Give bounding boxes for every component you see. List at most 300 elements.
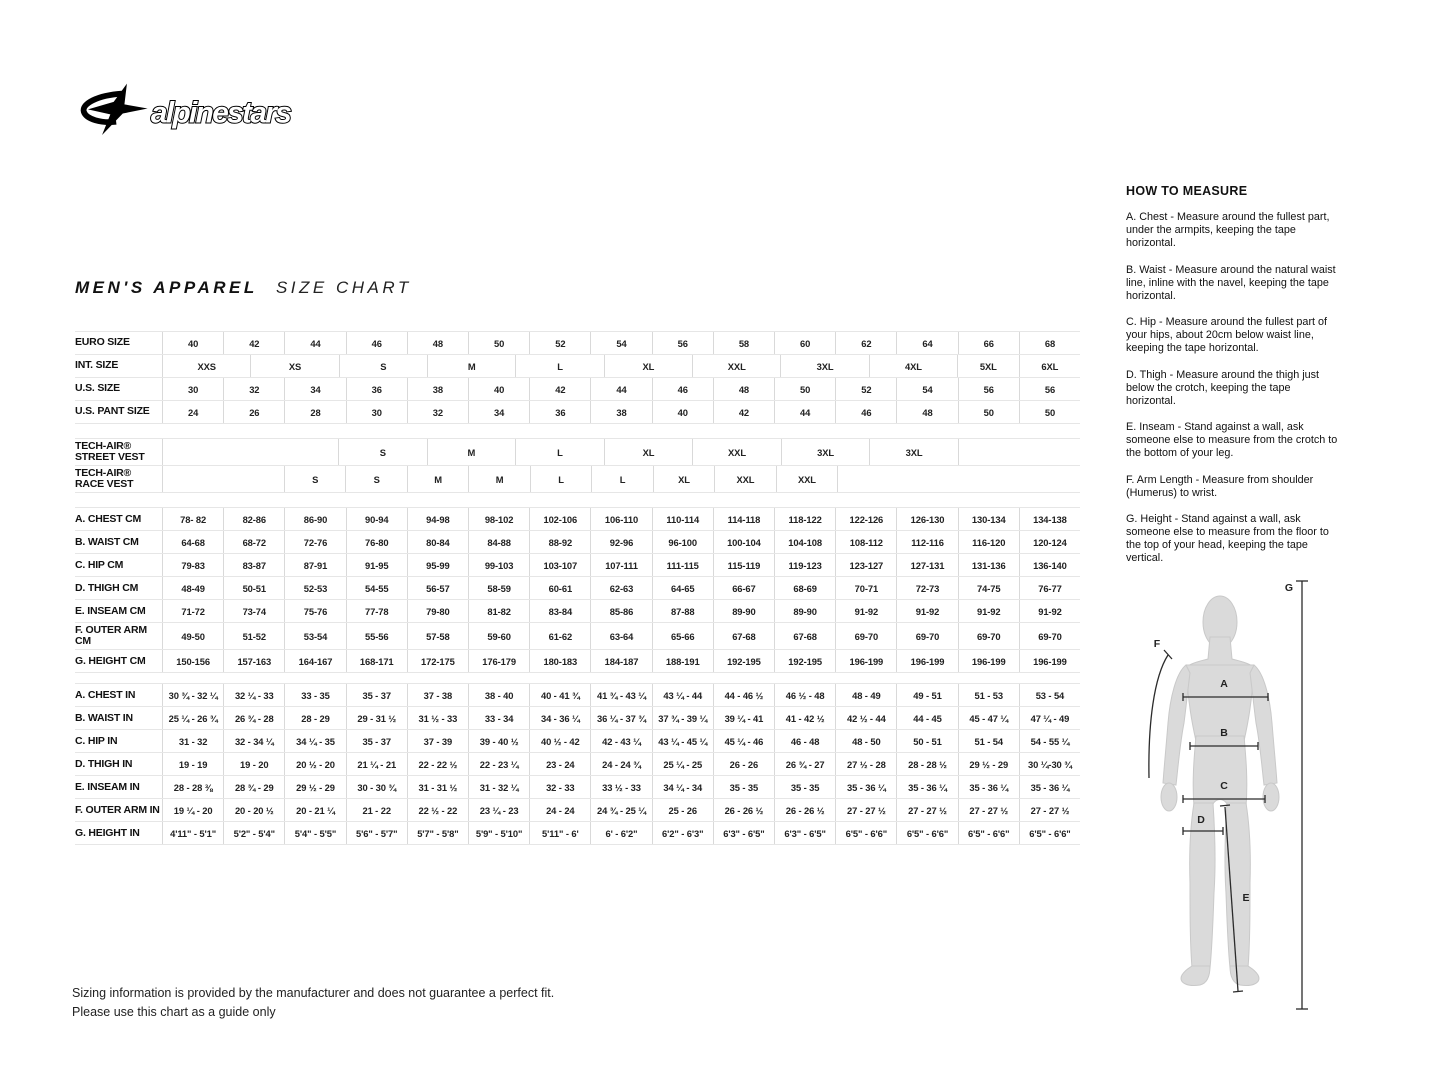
table-cell: 111-115: [653, 554, 714, 576]
table-cell: 72-73: [897, 577, 958, 599]
table-cell: 71-72: [163, 600, 224, 622]
row-label: G. HEIGHT CM: [75, 650, 163, 672]
figure-label-b: B: [1220, 727, 1228, 739]
table-cell: 112-116: [897, 531, 958, 553]
table-row: [75, 554, 1080, 577]
table-cell: 38: [408, 378, 469, 400]
table-cell: 24: [163, 401, 224, 423]
table-cell: 30 ¼-30 ¾: [1027, 758, 1072, 770]
table-cell: 196-199: [836, 650, 897, 672]
table-cell: 39 ¼ - 41: [714, 707, 775, 729]
table-cell: 6XL: [1041, 360, 1059, 372]
measure-item: F. Arm Length - Measure from shoulder (Humerus) to wrist.: [1126, 473, 1314, 499]
table-cell: 6'5" - 6'6": [959, 822, 1020, 844]
table-section-tech_air: [75, 438, 1080, 493]
row-label: U.S. PANT SIZE: [75, 401, 163, 423]
table-cell: 26 ¾ - 28: [224, 707, 285, 729]
table-cell: 25 ¼ - 25: [653, 753, 714, 775]
table-cell: S: [285, 466, 346, 492]
figure-label-f: F: [1153, 638, 1161, 650]
table-cell: 126-130: [897, 508, 958, 530]
table-cell: 95-99: [408, 554, 469, 576]
table-cell: 70-71: [836, 577, 897, 599]
table-cell: 21 - 22: [347, 799, 408, 821]
table-cell: 114-118: [714, 508, 775, 530]
table-cell: 180-183: [530, 650, 591, 672]
measure-heading: HOW TO MEASURE: [1126, 184, 1248, 198]
table-cell: 30 - 30 ¾: [347, 776, 408, 798]
table-cell: 38 - 40: [469, 684, 530, 706]
table-cell: 28: [285, 401, 346, 423]
table-cell: 6'5" - 6'6": [1029, 827, 1071, 839]
table-cell: 32: [224, 378, 285, 400]
page-title-primary: MEN'S APPAREL: [75, 278, 258, 297]
footer-line-1: Sizing information is provided by the manufacturer and does not guarantee a perfect fit.: [72, 986, 555, 1000]
table-cell: 68-69: [775, 577, 836, 599]
table-cell: XXL: [777, 466, 838, 492]
table-cell: XL: [605, 355, 693, 377]
row-label: B. WAIST IN: [75, 707, 163, 729]
table-cell: 21 ¼ - 21: [347, 753, 408, 775]
table-cell: 36: [347, 378, 408, 400]
table-cell: 51-52: [224, 623, 285, 649]
table-row: [75, 466, 1080, 493]
table-cell: 35 - 36 ¼: [959, 776, 1020, 798]
table-cell: 54-55: [347, 577, 408, 599]
table-cell: 28 - 29: [285, 707, 346, 729]
table-cell: 49 - 51: [897, 684, 958, 706]
table-cell: 83-87: [224, 554, 285, 576]
table-cell: 46: [653, 378, 714, 400]
table-cell: 22 ½ - 22: [408, 799, 469, 821]
table-cell: 32 - 33: [530, 776, 591, 798]
table-cell: 46: [347, 332, 408, 354]
table-cell: 115-119: [714, 554, 775, 576]
table-cell: 34 ¼ - 34: [653, 776, 714, 798]
table-cell: 50: [469, 332, 530, 354]
table-cell: 27 - 27 ½: [897, 799, 958, 821]
row-label: EURO SIZE: [75, 332, 163, 354]
table-cell: 56-57: [408, 577, 469, 599]
table-cell: 58: [714, 332, 775, 354]
alpinestars-logo: [73, 82, 325, 140]
table-cell: 60-61: [530, 577, 591, 599]
table-cell: 3XL: [870, 439, 959, 465]
table-cell: M: [408, 466, 469, 492]
table-cell: 89-90: [714, 600, 775, 622]
table-cell: 40: [653, 401, 714, 423]
row-label: F. OUTER ARM IN: [75, 799, 163, 821]
alpinestars-wordmark: alpinestars: [150, 96, 291, 130]
table-cell: 120-124: [1033, 536, 1067, 548]
table-cell: 30: [163, 378, 224, 400]
table-cell: 66-67: [714, 577, 775, 599]
height-measure-line: [1296, 581, 1308, 1009]
table-cell: 58-59: [469, 577, 530, 599]
table-cell: S: [346, 466, 407, 492]
table-cell: 50: [775, 378, 836, 400]
table-row: [75, 623, 1080, 650]
table-cell: [163, 466, 285, 492]
table-cell: 26 - 26 ½: [775, 799, 836, 821]
table-cell: XXS: [163, 355, 251, 377]
table-cell: 25 ¼ - 26 ¾: [163, 707, 224, 729]
table-cell: 24 ¾ - 25 ¼: [591, 799, 652, 821]
table-cell: 53-54: [285, 623, 346, 649]
table-row: [75, 753, 1080, 776]
table-cell: XXL: [693, 439, 782, 465]
table-cell: 27 - 27 ½: [836, 799, 897, 821]
table-cell: 48: [897, 401, 958, 423]
table-cell: 33 - 34: [469, 707, 530, 729]
table-cell: 40 - 41 ¾: [530, 684, 591, 706]
table-cell: 118-122: [775, 508, 836, 530]
page-title-secondary: SIZE CHART: [275, 278, 412, 297]
table-cell: 29 ½ - 29: [285, 776, 346, 798]
table-cell: 28 - 28 ⅜: [163, 776, 224, 798]
page-title: [75, 278, 412, 298]
table-cell: 36 ¼ - 37 ¾: [591, 707, 652, 729]
table-cell: 47 ¼ - 49: [1030, 712, 1070, 724]
table-cell: 27 ½ - 28: [836, 753, 897, 775]
measure-item: A. Chest - Measure around the fullest part, under the armpits, keeping the tape horizontal.: [1126, 211, 1330, 250]
row-label: U.S. SIZE: [75, 378, 163, 400]
measure-item: G. Height - Stand against a wall, ask someone else to measure from the floor to the top of your head, keeping the tape vertical.: [1126, 512, 1329, 565]
row-label: C. HIP CM: [75, 554, 163, 576]
table-cell: 68-72: [224, 531, 285, 553]
row-label: A. CHEST IN: [75, 684, 163, 706]
table-cell: 50: [959, 401, 1020, 423]
table-cell: 50: [1044, 406, 1056, 418]
table-row: [75, 508, 1080, 531]
table-section-in: [75, 683, 1080, 845]
table-cell: 94-98: [408, 508, 469, 530]
table-cell: 57-58: [408, 623, 469, 649]
table-cell: 30 ¾ - 32 ¼: [163, 684, 224, 706]
table-cell: 172-175: [408, 650, 469, 672]
table-cell: 88-92: [530, 531, 591, 553]
table-cell: 28 - 28 ½: [897, 753, 958, 775]
table-cell: 74-75: [959, 577, 1020, 599]
measure-item: E. Inseam - Stand against a wall, ask someone else to measure from the crotch to the bottom of your leg.: [1126, 421, 1338, 460]
table-section-sizes: [75, 331, 1080, 424]
row-label: C. HIP IN: [75, 730, 163, 752]
table-cell: 85-86: [591, 600, 652, 622]
table-cell: 19 ¼ - 20: [163, 799, 224, 821]
row-label: F. OUTER ARM CM: [75, 623, 163, 649]
table-cell: 184-187: [591, 650, 652, 672]
table-cell: 82-86: [224, 508, 285, 530]
table-cell: 34 ¼ - 35: [285, 730, 346, 752]
table-row: [75, 355, 1080, 378]
table-cell: 29 ½ - 29: [959, 753, 1020, 775]
table-cell: 75-76: [285, 600, 346, 622]
table-cell: 6'2" - 6'3": [653, 822, 714, 844]
table-cell: 91-92: [897, 600, 958, 622]
measure-item: C. Hip - Measure around the fullest part of your hips, about 20cm below waist line, keeping the tape horizontal.: [1126, 316, 1328, 355]
table-cell: 34 - 36 ¼: [530, 707, 591, 729]
table-cell: 45 ¼ - 46: [714, 730, 775, 752]
table-cell: 3XL: [781, 355, 869, 377]
table-cell: 5XL: [958, 355, 1019, 377]
table-cell: 91-92: [959, 600, 1020, 622]
table-cell: 30: [347, 401, 408, 423]
table-cell: 35 - 37: [347, 730, 408, 752]
figure-label-g: G: [1284, 582, 1293, 594]
row-label: G. HEIGHT IN: [75, 822, 163, 844]
table-cell: 69-70: [836, 623, 897, 649]
table-cell: 48 - 50: [836, 730, 897, 752]
table-cell: 38: [591, 401, 652, 423]
table-cell: 48: [408, 332, 469, 354]
table-cell: 91-92: [836, 600, 897, 622]
table-cell: 100-104: [714, 531, 775, 553]
table-cell: 150-156: [163, 650, 224, 672]
table-cell: S: [340, 355, 428, 377]
table-cell: 19 - 20: [224, 753, 285, 775]
table-cell: 46 ½ - 48: [775, 684, 836, 706]
table-cell: 42 ½ - 44: [836, 707, 897, 729]
table-cell: M: [469, 466, 530, 492]
table-cell: 36: [530, 401, 591, 423]
table-cell: 116-120: [959, 531, 1020, 553]
table-cell: 22 - 22 ½: [408, 753, 469, 775]
how-to-measure-panel: [1126, 184, 1340, 579]
table-cell: 41 ¾ - 43 ¼: [591, 684, 652, 706]
table-cell: 134-138: [1033, 513, 1067, 525]
table-cell: 35 - 35: [714, 776, 775, 798]
table-cell: 80-84: [408, 531, 469, 553]
table-cell: 34: [285, 378, 346, 400]
table-cell: 96-100: [653, 531, 714, 553]
table-cell: 127-131: [897, 554, 958, 576]
table-cell: 67-68: [775, 623, 836, 649]
table-cell: 40: [163, 332, 224, 354]
table-cell: 73-74: [224, 600, 285, 622]
table-cell: 42: [224, 332, 285, 354]
row-label: E. INSEAM IN: [75, 776, 163, 798]
table-cell: 61-62: [530, 623, 591, 649]
table-cell: 55-56: [347, 623, 408, 649]
table-cell: [838, 466, 1080, 492]
row-label: E. INSEAM CM: [75, 600, 163, 622]
table-cell: [163, 439, 339, 465]
table-cell: XXL: [715, 466, 776, 492]
table-cell: 6'3" - 6'5": [714, 822, 775, 844]
table-cell: 37 - 39: [408, 730, 469, 752]
table-cell: L: [531, 466, 592, 492]
figure-label-d: D: [1197, 814, 1205, 826]
table-cell: 5'11" - 6': [530, 822, 591, 844]
table-cell: 69-70: [897, 623, 958, 649]
table-row: [75, 776, 1080, 799]
table-cell: [959, 439, 1080, 465]
table-row: [75, 730, 1080, 753]
table-row: [75, 531, 1080, 554]
table-cell: XL: [654, 466, 715, 492]
table-cell: 90-94: [347, 508, 408, 530]
table-cell: 87-91: [285, 554, 346, 576]
table-cell: 196-199: [897, 650, 958, 672]
table-cell: M: [428, 355, 516, 377]
table-cell: 53 - 54: [1035, 689, 1065, 701]
table-cell: 69-70: [1038, 630, 1062, 642]
table-cell: 77-78: [347, 600, 408, 622]
row-label: TECH-AIR® RACE VEST: [75, 466, 163, 492]
table-cell: 131-136: [959, 554, 1020, 576]
table-cell: 64-65: [653, 577, 714, 599]
figure-label-e: E: [1242, 892, 1250, 904]
table-cell: 56: [1044, 383, 1056, 395]
table-cell: 91-92: [1038, 605, 1062, 617]
table-cell: 31 - 32: [163, 730, 224, 752]
table-cell: 98-102: [469, 508, 530, 530]
table-cell: 44: [285, 332, 346, 354]
table-cell: 176-179: [469, 650, 530, 672]
table-cell: 48 - 49: [836, 684, 897, 706]
table-cell: 44 - 45: [897, 707, 958, 729]
table-cell: 31 - 31 ½: [408, 776, 469, 798]
table-cell: 27 - 27 ½: [1030, 804, 1070, 816]
table-cell: 20 - 21 ¼: [285, 799, 346, 821]
body-diagram: [1140, 573, 1312, 1023]
table-cell: 37 ¾ - 39 ¼: [653, 707, 714, 729]
table-cell: M: [428, 439, 517, 465]
row-label: D. THIGH IN: [75, 753, 163, 775]
row-label: D. THIGH CM: [75, 577, 163, 599]
table-cell: 72-76: [285, 531, 346, 553]
table-cell: 157-163: [224, 650, 285, 672]
table-cell: 22 - 23 ¼: [469, 753, 530, 775]
table-cell: 122-126: [836, 508, 897, 530]
table-cell: 26 - 26 ½: [714, 799, 775, 821]
table-cell: 39 - 40 ½: [469, 730, 530, 752]
table-row: [75, 332, 1080, 355]
table-cell: 50-51: [224, 577, 285, 599]
table-cell: 78- 82: [163, 508, 224, 530]
table-row: [75, 707, 1080, 730]
table-cell: 5'4" - 5'5": [285, 822, 346, 844]
table-cell: XS: [251, 355, 339, 377]
table-cell: 62: [836, 332, 897, 354]
row-label: B. WAIST CM: [75, 531, 163, 553]
table-cell: 35 - 35: [775, 776, 836, 798]
table-cell: 67-68: [714, 623, 775, 649]
table-cell: 136-140: [1033, 559, 1067, 571]
table-cell: 79-80: [408, 600, 469, 622]
table-cell: 192-195: [775, 650, 836, 672]
table-cell: 5'9" - 5'10": [469, 822, 530, 844]
table-cell: 4XL: [870, 355, 958, 377]
table-cell: 65-66: [653, 623, 714, 649]
table-cell: 48-49: [163, 577, 224, 599]
table-cell: 35 - 36 ¼: [836, 776, 897, 798]
table-cell: 40: [469, 378, 530, 400]
table-cell: 26 - 26: [714, 753, 775, 775]
table-row: [75, 684, 1080, 707]
table-cell: 29 - 31 ½: [347, 707, 408, 729]
table-cell: 59-60: [469, 623, 530, 649]
table-row: [75, 799, 1080, 822]
table-row: [75, 577, 1080, 600]
table-cell: 6'5" - 6'6": [897, 822, 958, 844]
table-cell: 91-95: [347, 554, 408, 576]
table-cell: L: [516, 355, 604, 377]
table-cell: 31 - 32 ¼: [469, 776, 530, 798]
table-cell: 6'5" - 6'6": [836, 822, 897, 844]
table-cell: 37 - 38: [408, 684, 469, 706]
table-cell: 99-103: [469, 554, 530, 576]
table-cell: 52-53: [285, 577, 346, 599]
table-cell: 81-82: [469, 600, 530, 622]
table-cell: 32: [408, 401, 469, 423]
table-cell: 104-108: [775, 531, 836, 553]
table-cell: XXL: [693, 355, 781, 377]
table-row: [75, 401, 1080, 424]
table-cell: 52: [836, 378, 897, 400]
table-cell: 64: [897, 332, 958, 354]
table-cell: 79-83: [163, 554, 224, 576]
table-cell: 23 - 24: [530, 753, 591, 775]
table-cell: 25 - 26: [653, 799, 714, 821]
table-cell: 5'7" - 5'8": [408, 822, 469, 844]
table-cell: 87-88: [653, 600, 714, 622]
table-cell: 188-191: [653, 650, 714, 672]
table-cell: 6'3" - 6'5": [775, 822, 836, 844]
measure-item: B. Waist - Measure around the natural waist line, inline with the navel, keeping the tape horizontal.: [1126, 263, 1336, 302]
table-cell: 76-77: [1038, 582, 1062, 594]
table-cell: 43 ¼ - 45 ¼: [653, 730, 714, 752]
table-cell: 51 - 53: [959, 684, 1020, 706]
table-cell: 54: [591, 332, 652, 354]
table-cell: 27 - 27 ½: [959, 799, 1020, 821]
measure-item: D. Thigh - Measure around the thigh just below the crotch, keeping the tape horizontal.: [1126, 368, 1320, 407]
row-label: TECH-AIR® STREET VEST: [75, 439, 163, 465]
table-cell: 28 ¾ - 29: [224, 776, 285, 798]
table-row: [75, 822, 1080, 845]
table-cell: 69-70: [959, 623, 1020, 649]
table-cell: 76-80: [347, 531, 408, 553]
table-cell: 54 - 55 ¼: [1030, 735, 1070, 747]
table-cell: 60: [775, 332, 836, 354]
table-cell: 20 - 20 ½: [224, 799, 285, 821]
alpinestars-star-icon: [84, 84, 148, 135]
table-cell: 110-114: [653, 508, 714, 530]
table-row: [75, 378, 1080, 401]
table-cell: 196-199: [1033, 655, 1067, 667]
footer-disclaimer: [72, 984, 554, 1023]
table-cell: 64-68: [163, 531, 224, 553]
table-cell: 168-171: [347, 650, 408, 672]
table-cell: 24 - 24 ¾: [591, 753, 652, 775]
table-cell: 63-64: [591, 623, 652, 649]
table-cell: 164-167: [285, 650, 346, 672]
table-cell: 42: [714, 401, 775, 423]
figure-label-a: A: [1220, 678, 1228, 690]
row-label: INT. SIZE: [75, 355, 163, 377]
table-cell: 5'6" - 5'7": [347, 822, 408, 844]
table-cell: 86-90: [285, 508, 346, 530]
table-cell: 19 - 19: [163, 753, 224, 775]
table-cell: 4'11" - 5'1": [163, 822, 224, 844]
table-row: [75, 600, 1080, 623]
table-row: [75, 439, 1080, 466]
table-cell: 52: [530, 332, 591, 354]
table-cell: 5'2" - 5'4": [224, 822, 285, 844]
table-cell: 41 - 42 ½: [775, 707, 836, 729]
table-cell: 83-84: [530, 600, 591, 622]
table-cell: 107-111: [591, 554, 652, 576]
